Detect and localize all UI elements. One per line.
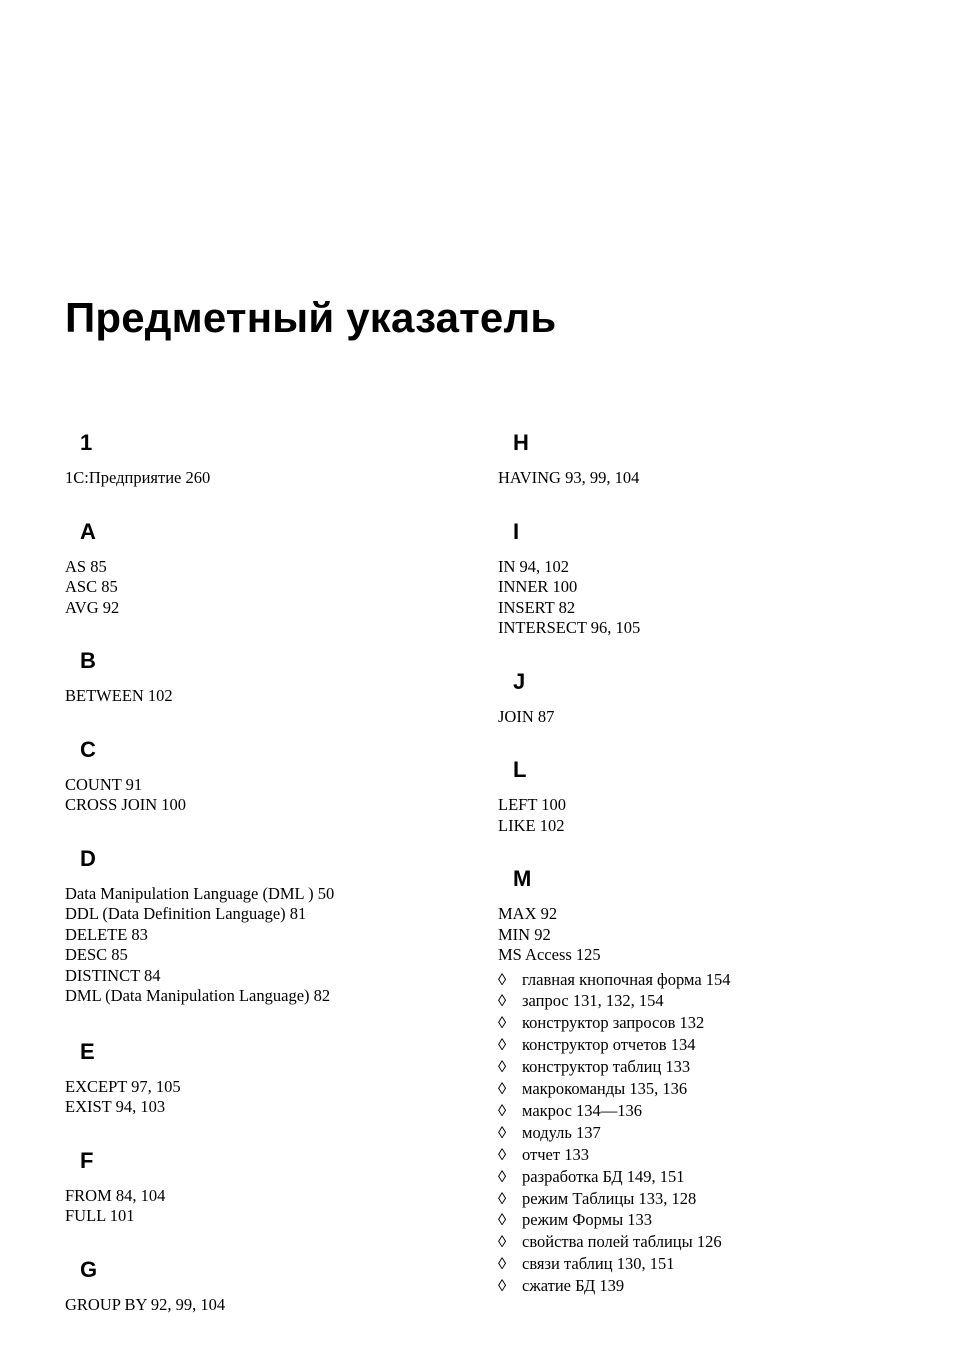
subentry-item — [498, 1275, 918, 1297]
index-entry: EXCEPT 97, 105 — [65, 1076, 181, 1096]
entry-list — [65, 775, 465, 816]
index-section-f — [65, 1136, 465, 1227]
index-entry: FULL 101 — [65, 1206, 135, 1225]
subentry-item — [498, 1078, 918, 1100]
index-column-right — [498, 418, 918, 1297]
entry-list — [498, 557, 918, 639]
section-letter: E — [80, 1038, 95, 1064]
index-entry: AVG 92 — [65, 597, 120, 617]
index-section-a — [65, 507, 465, 619]
index-section-b — [65, 636, 465, 707]
section-letter: D — [80, 845, 96, 871]
index-entry: DELETE 83 — [65, 924, 148, 944]
subentry-item — [498, 1144, 918, 1166]
index-entry: 1С:Предприятие 260 — [65, 468, 211, 487]
subentry-label: конструктор таблиц 133 — [522, 1057, 691, 1077]
index-entry: JOIN 87 — [498, 706, 555, 726]
subentry-label: режим Таблицы 133, 128 — [522, 1188, 697, 1208]
index-entry: BETWEEN 102 — [65, 686, 173, 705]
diamond-bullet-icon: ◊ — [498, 1254, 507, 1274]
subentry-label: модуль 137 — [522, 1122, 601, 1142]
subentry-item — [498, 990, 918, 1012]
entry-list — [65, 686, 465, 707]
diamond-bullet-icon: ◊ — [498, 1100, 507, 1120]
diamond-bullet-icon: ◊ — [498, 991, 507, 1011]
section-letter: B — [80, 648, 96, 673]
subentry-label: режим Формы 133 — [522, 1210, 653, 1230]
section-letter: J — [513, 668, 526, 694]
subentry-item — [498, 1253, 918, 1275]
section-letter: L — [513, 757, 527, 782]
index-entry: LEFT 100 — [498, 795, 566, 814]
index-entry: MAX 92 — [498, 904, 558, 923]
entry-list — [65, 1295, 465, 1316]
index-section-l — [498, 745, 918, 836]
diamond-bullet-icon: ◊ — [498, 1166, 507, 1186]
section-letter: H — [513, 430, 529, 455]
entry-list — [65, 1186, 465, 1227]
entry-list — [65, 884, 465, 1007]
index-entry: INNER 100 — [498, 577, 578, 596]
entry-list — [498, 468, 918, 489]
section-letter: F — [80, 1147, 94, 1173]
subentry-item — [498, 1056, 918, 1078]
index-entry: ASC 85 — [65, 577, 118, 596]
diamond-bullet-icon: ◊ — [498, 969, 507, 989]
ms-access-subentry-list — [498, 969, 918, 1298]
index-entry: DISTINCT 84 — [65, 965, 161, 985]
entry-list — [65, 468, 465, 489]
subentry-item — [498, 1012, 918, 1034]
index-entry: DESC 85 — [65, 945, 128, 964]
index-entry: FROM 84, 104 — [65, 1185, 166, 1205]
diamond-bullet-icon: ◊ — [498, 1122, 507, 1142]
subentry-item — [498, 1209, 918, 1231]
diamond-bullet-icon: ◊ — [498, 1013, 507, 1033]
entry-list — [498, 795, 918, 836]
index-section-i — [498, 507, 918, 639]
index-entry: MIN 92 — [498, 924, 551, 944]
page-title: Предметный указатель — [65, 294, 557, 342]
index-section-d — [65, 834, 465, 1007]
subentry-label: конструктор запросов 132 — [522, 1013, 705, 1033]
index-entry: CROSS JOIN 100 — [65, 795, 187, 814]
index-entry: MS Access 125 — [498, 945, 601, 964]
index-section-h — [498, 418, 918, 489]
subentry-item — [498, 1034, 918, 1056]
index-section-e — [65, 1027, 465, 1118]
subentry-label: отчет 133 — [522, 1144, 589, 1164]
subentry-label: макрокоманды 135, 136 — [522, 1079, 688, 1099]
diamond-bullet-icon: ◊ — [498, 1210, 507, 1230]
index-section-j — [498, 657, 918, 728]
index-entry: EXIST 94, 103 — [65, 1097, 166, 1116]
subentry-label: главная кнопочная форма 154 — [522, 969, 731, 989]
subentry-label: макрос 134—136 — [522, 1100, 643, 1120]
index-section-m — [498, 854, 918, 1297]
index-section-c — [65, 725, 465, 816]
subentry-label: разработка БД 149, 151 — [522, 1166, 685, 1186]
index-entry: INTERSECT 96, 105 — [498, 618, 641, 637]
diamond-bullet-icon: ◊ — [498, 1057, 507, 1077]
index-section-1 — [65, 418, 465, 489]
index-entry: COUNT 91 — [65, 774, 143, 794]
subentry-item — [498, 1100, 918, 1122]
section-letter: G — [80, 1256, 98, 1282]
section-letter: 1 — [80, 430, 93, 455]
index-entry: HAVING 93, 99, 104 — [498, 468, 640, 487]
subentry-item — [498, 1166, 918, 1188]
index-entry: DML (Data Manipulation Language) 82 — [65, 986, 331, 1005]
subentry-item — [498, 1122, 918, 1144]
subentry-label: связи таблиц 130, 151 — [522, 1254, 675, 1274]
index-entry: IN 94, 102 — [498, 556, 570, 576]
section-letter: M — [513, 866, 532, 891]
diamond-bullet-icon: ◊ — [498, 1035, 507, 1055]
section-letter: A — [80, 518, 96, 544]
section-letter: I — [513, 518, 520, 544]
index-entry: INSERT 82 — [498, 597, 576, 617]
subentry-label: сжатие БД 139 — [522, 1276, 625, 1296]
subentry-label: конструктор отчетов 134 — [522, 1035, 696, 1055]
diamond-bullet-icon: ◊ — [498, 1232, 507, 1252]
entry-list — [498, 707, 918, 728]
index-column-left — [65, 418, 465, 1315]
index-section-g — [65, 1245, 465, 1316]
diamond-bullet-icon: ◊ — [498, 1188, 507, 1208]
subentry-item — [498, 1231, 918, 1253]
diamond-bullet-icon: ◊ — [498, 1079, 507, 1099]
index-entry: LIKE 102 — [498, 815, 565, 835]
subentry-label: свойства полей таблицы 126 — [522, 1232, 722, 1252]
index-entry: GROUP BY 92, 99, 104 — [65, 1294, 226, 1314]
index-entry: DDL (Data Definition Language) 81 — [65, 904, 307, 923]
entry-list — [498, 904, 918, 966]
index-entry: AS 85 — [65, 556, 107, 576]
subentry-item — [498, 969, 918, 991]
diamond-bullet-icon: ◊ — [498, 1276, 507, 1296]
subentry-item — [498, 1188, 918, 1210]
diamond-bullet-icon: ◊ — [498, 1144, 507, 1164]
entry-list — [65, 557, 465, 619]
section-letter: C — [80, 736, 96, 762]
index-entry: Data Manipulation Language (DML ) 50 — [65, 883, 335, 903]
subentry-label: запрос 131, 132, 154 — [522, 991, 664, 1011]
entry-list — [65, 1077, 465, 1118]
